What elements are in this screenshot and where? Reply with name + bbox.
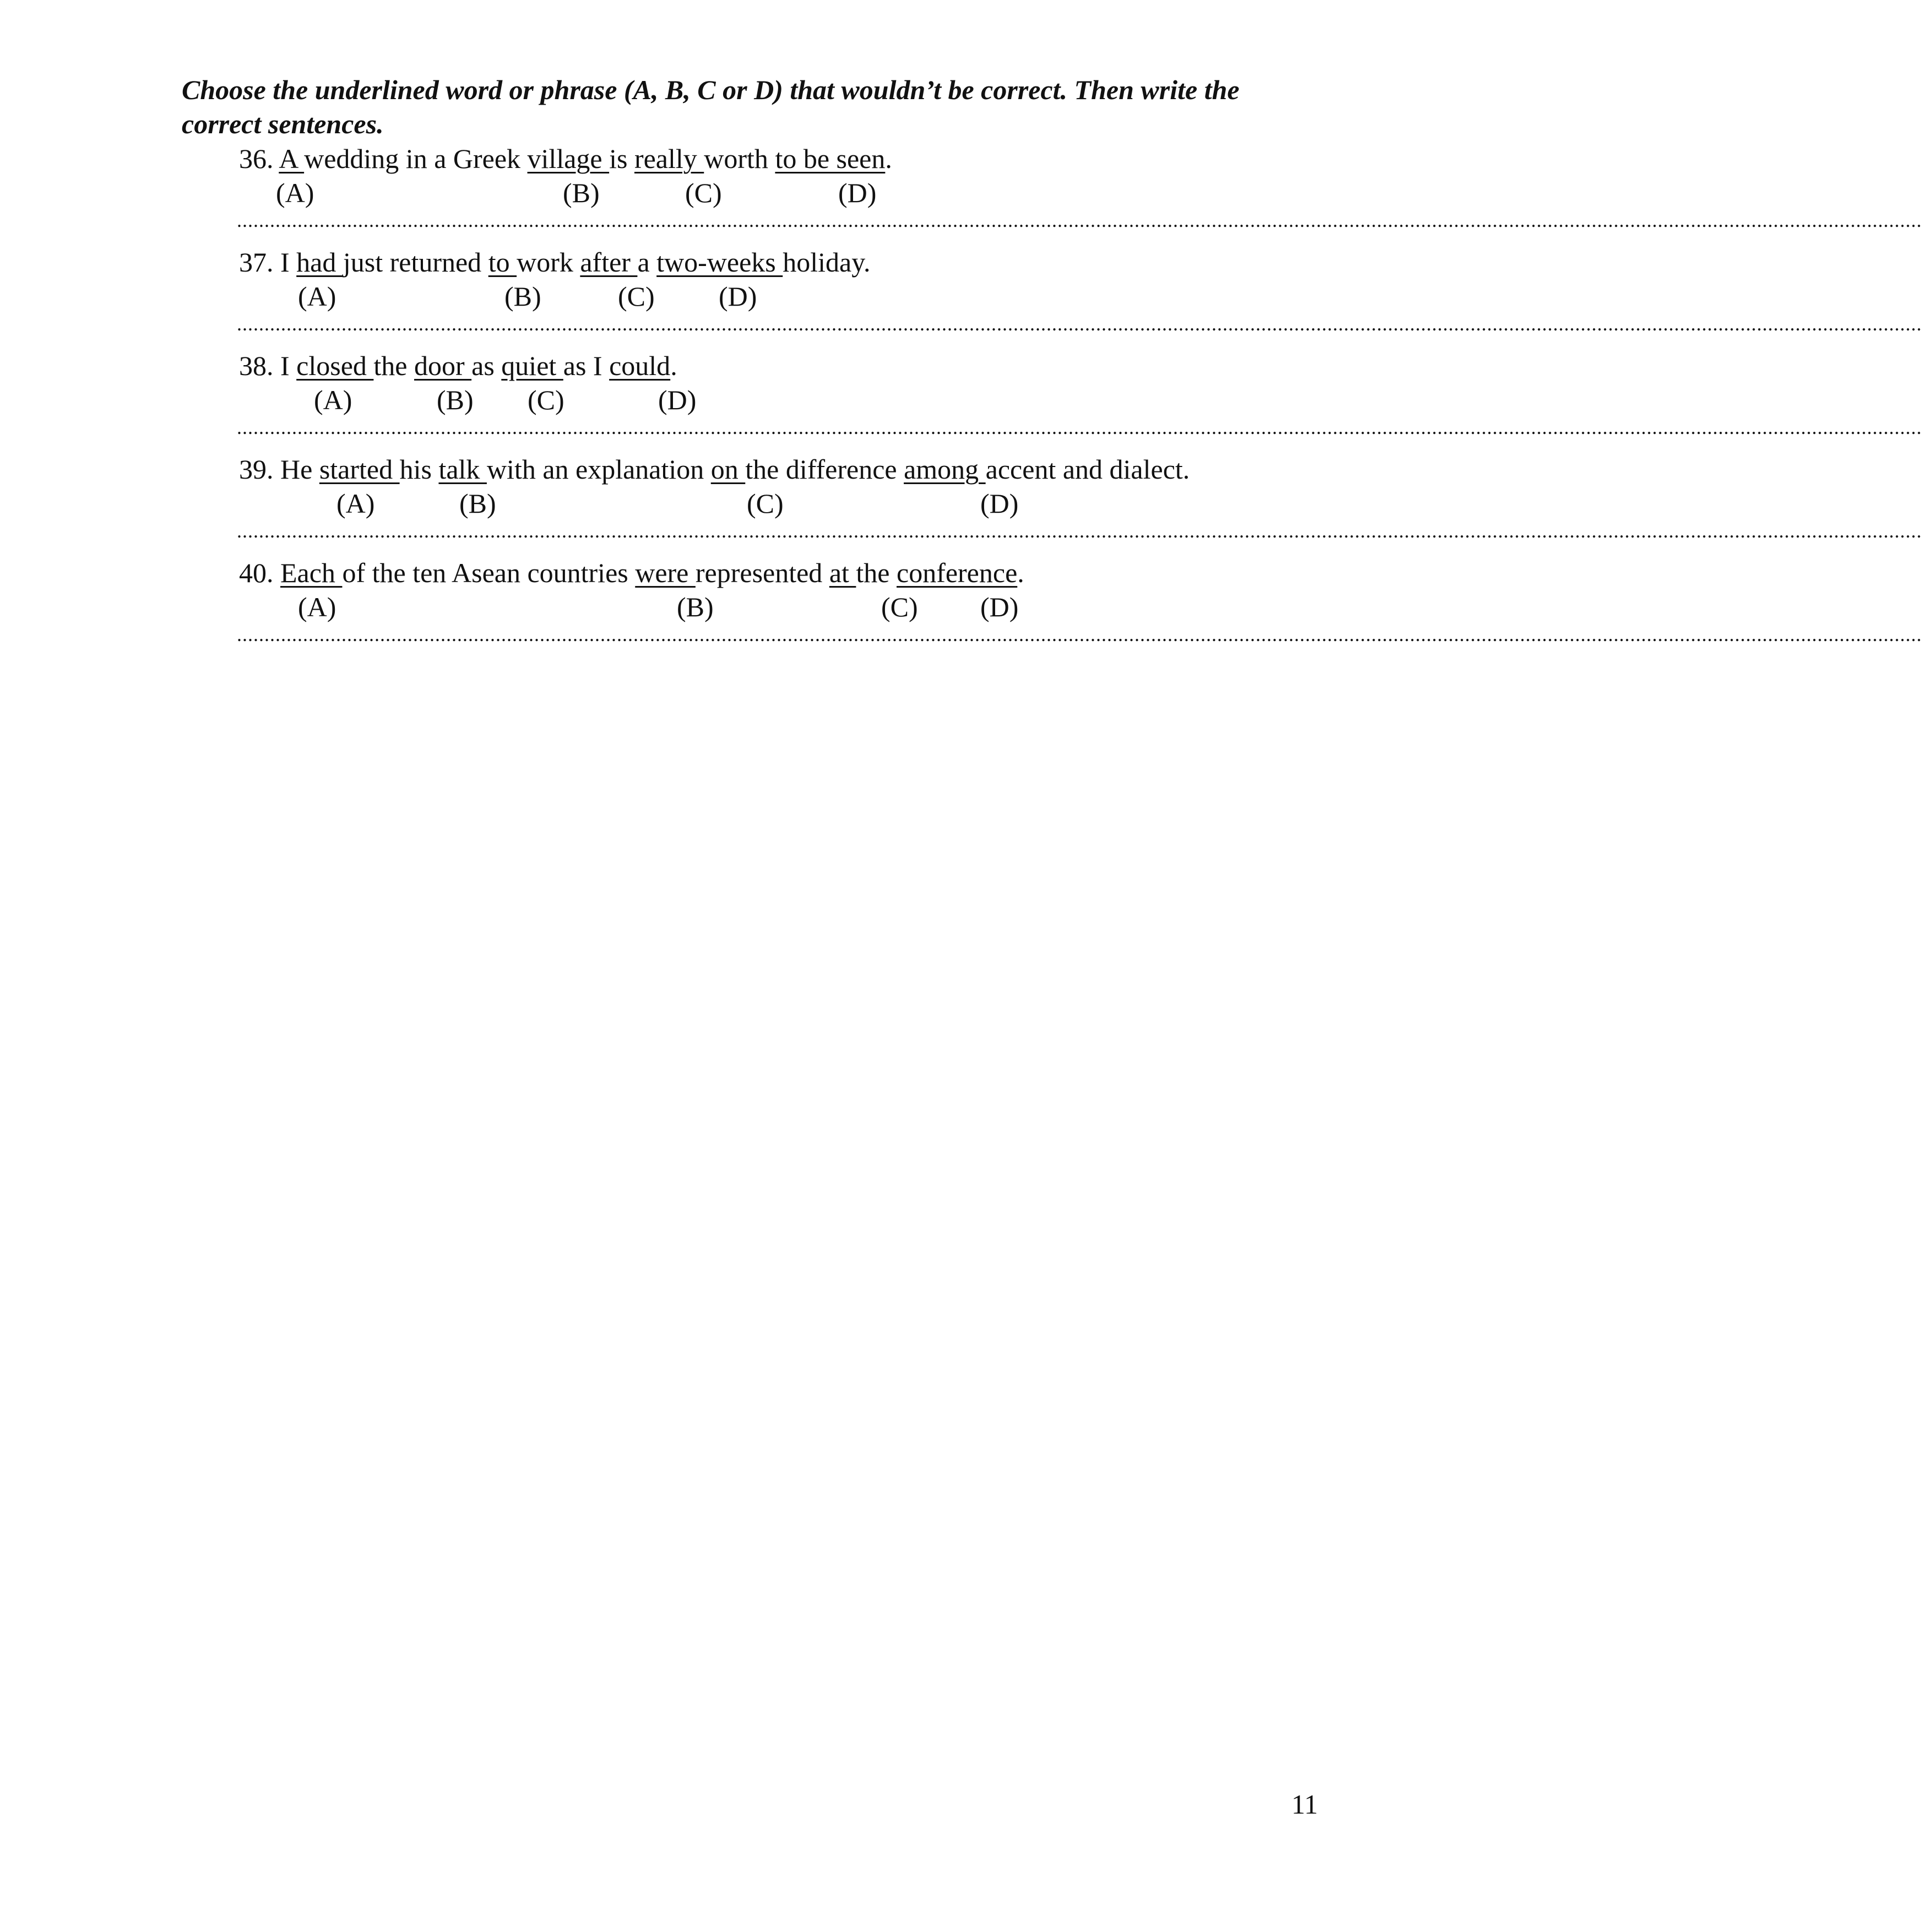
option-label-b: (B) (459, 488, 496, 519)
underlined-option: on (710, 454, 746, 485)
underlined-option: had (296, 247, 343, 278)
underlined-option: at (829, 557, 856, 588)
sentence-text: . (1017, 557, 1024, 588)
underlined-option: after (580, 247, 638, 278)
sentence-text: of the ten Asean countries (342, 557, 636, 588)
sentence-text: 40. (239, 557, 280, 588)
sentence-text: with an explanation (486, 454, 711, 485)
underlined-option: to be seen (775, 143, 886, 174)
sentence-text: the (856, 557, 897, 588)
question-39 (0, 453, 1922, 557)
sentence-text: 39. He (239, 454, 319, 485)
underlined-option: Each (280, 557, 343, 588)
exercise-instruction: Choose the underlined word or phrase (A, B, C or D) that wouldn’t be correct. Then write the correct sentences. (182, 74, 1240, 139)
answer-line[interactable]: .................................................................................................................................................................................................................................................................................................................. (237, 209, 1922, 231)
sentence-text: worth (704, 143, 775, 174)
sentence-text: the difference (745, 454, 904, 485)
underlined-option: were (635, 557, 696, 588)
option-label-c: (C) (747, 488, 784, 519)
underlined-option: started (319, 454, 400, 485)
underlined-option: door (414, 350, 472, 381)
underlined-option: among (904, 454, 986, 485)
sentence-text: holiday. (783, 247, 871, 278)
sentence-text: . (670, 350, 677, 381)
question-36 (0, 142, 1922, 247)
underlined-option: quiet (501, 350, 563, 381)
sentence-text: 38. I (239, 350, 297, 381)
sentence-text: 37. I (239, 247, 297, 278)
answer-line[interactable]: .................................................................................................................................................................................................................................................................................................................. (237, 416, 1922, 438)
underlined-option: A (279, 143, 305, 174)
sentence-text: a (637, 247, 657, 278)
underlined-option: really (634, 143, 704, 174)
sentence-text: is (609, 143, 634, 174)
option-label-b: (B) (504, 281, 541, 312)
option-label-c: (C) (685, 177, 722, 208)
sentence-text: as (471, 350, 502, 381)
question-sentence (239, 349, 677, 382)
option-label-d: (D) (838, 177, 877, 208)
answer-line[interactable]: .................................................................................................................................................................................................................................................................................................................. (237, 623, 1922, 645)
sentence-text: . (885, 143, 892, 174)
option-label-a: (A) (298, 281, 336, 312)
sentence-text: work (517, 247, 580, 278)
question-38 (0, 349, 1922, 454)
underlined-option: to (488, 247, 517, 278)
answer-line[interactable]: .................................................................................................................................................................................................................................................................................................................. (237, 313, 1922, 335)
answer-line[interactable]: .................................................................................................................................................................................................................................................................................................................. (237, 520, 1922, 542)
question-40 (0, 556, 1922, 661)
option-label-b: (B) (437, 384, 474, 415)
option-label-c: (C) (528, 384, 564, 415)
question-sentence (239, 556, 1024, 589)
page-number: 11 (1291, 1789, 1318, 1820)
sentence-text: the (373, 350, 414, 381)
option-label-b: (B) (563, 177, 600, 208)
underlined-option: talk (438, 454, 487, 485)
option-label-a: (A) (298, 591, 336, 622)
underlined-option: village (527, 143, 610, 174)
sentence-text: accent and dialect. (985, 454, 1190, 485)
question-sentence (239, 246, 870, 279)
option-label-a: (A) (336, 488, 375, 519)
underlined-option: closed (296, 350, 374, 381)
sentence-text: just returned (343, 247, 488, 278)
option-label-a: (A) (276, 177, 314, 208)
sentence-text: wedding in a Greek (304, 143, 528, 174)
underlined-option: could (609, 350, 671, 381)
option-label-d: (D) (719, 281, 757, 312)
option-label-a: (A) (314, 384, 352, 415)
question-37 (0, 246, 1922, 350)
sentence-text: represented (695, 557, 829, 588)
underlined-option: two-weeks (656, 247, 783, 278)
underlined-option: conference (897, 557, 1018, 588)
question-sentence (239, 142, 892, 175)
sentence-text: as I (563, 350, 610, 381)
option-label-c: (C) (881, 591, 918, 622)
option-label-d: (D) (658, 384, 697, 415)
option-label-b: (B) (677, 591, 714, 622)
option-label-c: (C) (618, 281, 655, 312)
sentence-text: 36. (239, 143, 279, 174)
question-sentence (239, 453, 1190, 486)
option-label-d: (D) (980, 488, 1019, 519)
sentence-text: his (399, 454, 439, 485)
option-label-d: (D) (980, 591, 1019, 622)
